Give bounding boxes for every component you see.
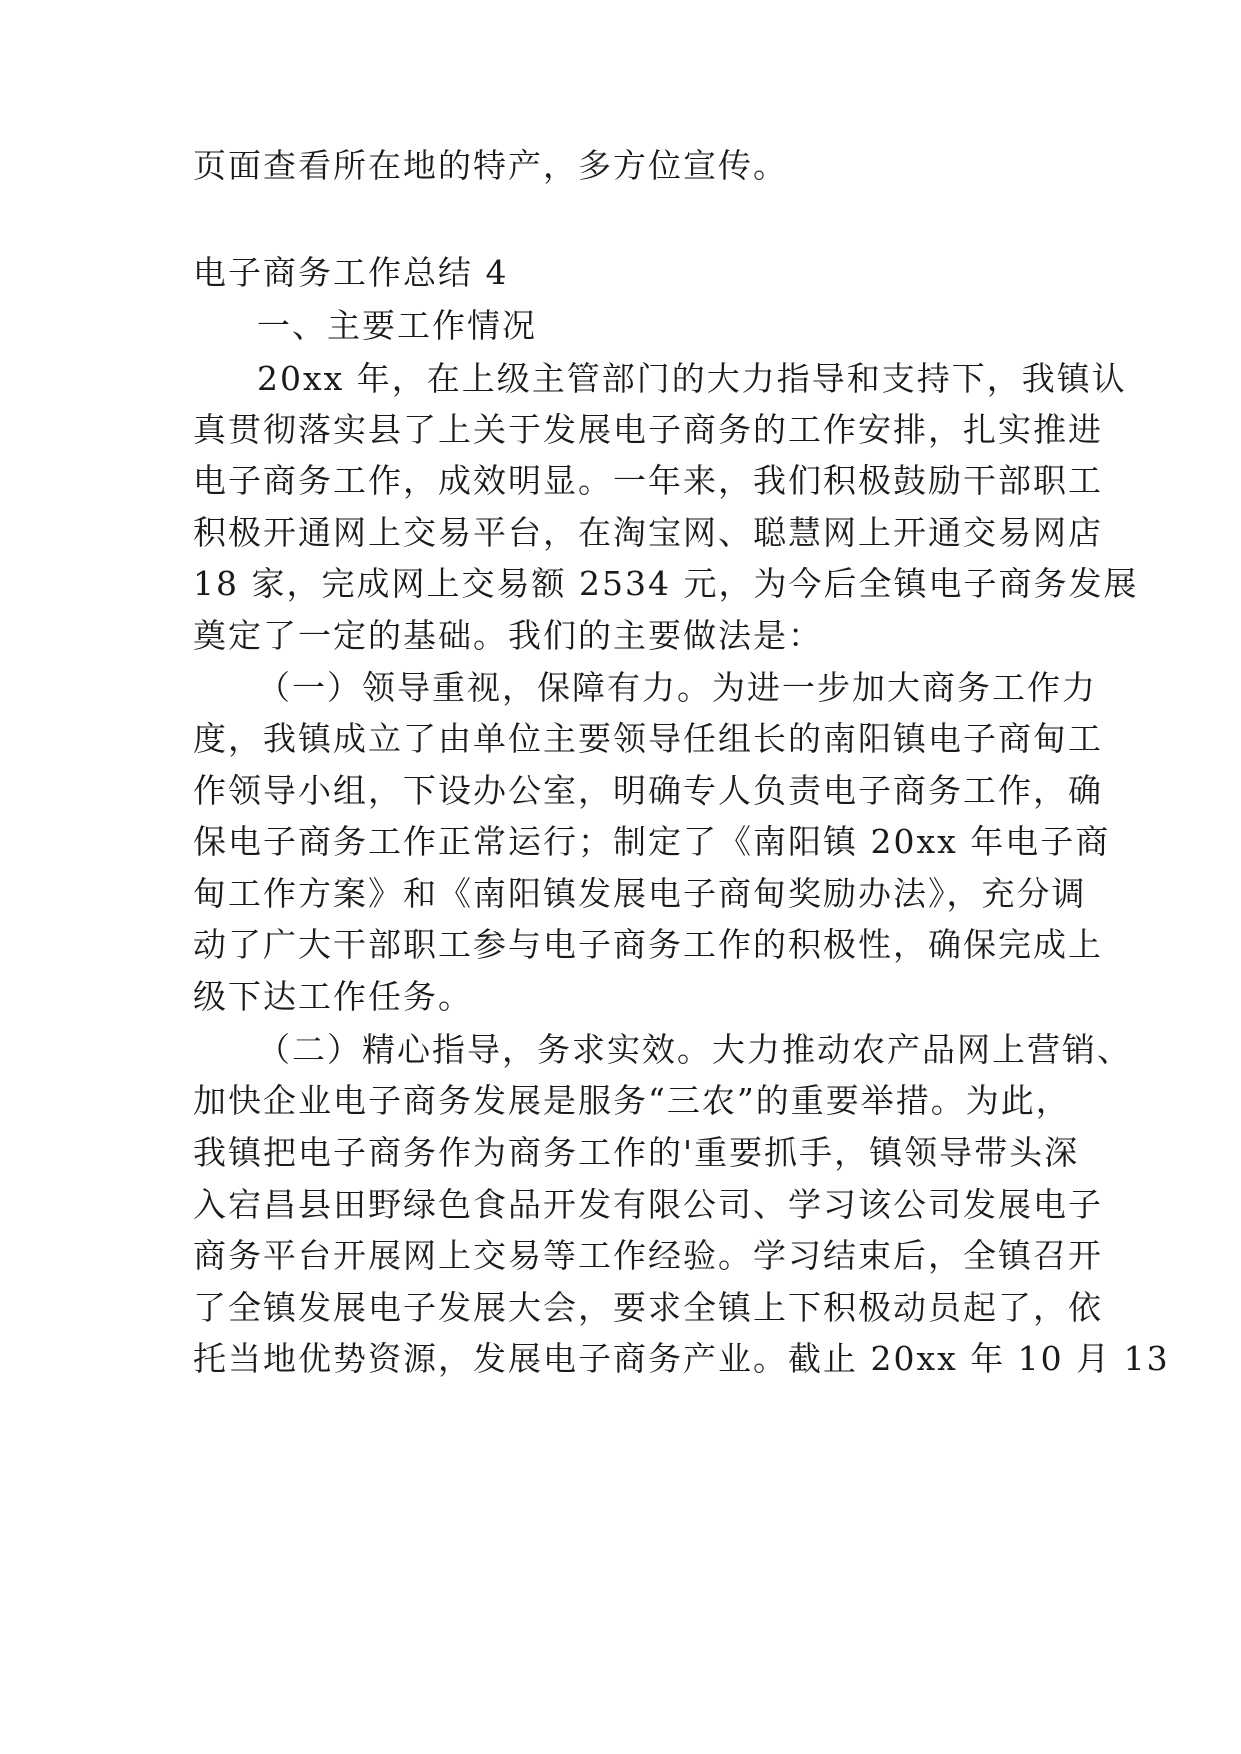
paragraph-line: 电子商务工作，成效明显。一年来，我们积极鼓励干部职工 xyxy=(193,461,1103,500)
paragraph-line: 保电子商务工作正常运行；制定了《南阳镇 20xx 年电子商 xyxy=(193,822,1111,861)
paragraph-line: 20xx 年，在上级主管部门的大力指导和支持下，我镇认 xyxy=(257,359,1127,398)
paragraph-line: 奠定了一定的基础。我们的主要做法是： xyxy=(193,616,823,655)
paragraph-line: 托当地优势资源，发展电子商务产业。截止 20xx 年 10 月 13 xyxy=(193,1339,1170,1378)
paragraph-line: 入宕昌县田野绿色食品开发有限公司、学习该公司发展电子 xyxy=(193,1185,1103,1224)
paragraph-line: 积极开通网上交易平台，在淘宝网、聪慧网上开通交易网店 xyxy=(193,513,1103,552)
paragraph-line: 甸工作方案》和《南阳镇发展电子商甸奖励办法》，充分调 xyxy=(193,874,1087,913)
paragraph-line: 18 家，完成网上交易额 2534 元，为今后全镇电子商务发展 xyxy=(193,564,1139,603)
section-title: 电子商务工作总结 4 xyxy=(193,253,509,292)
paragraph-line: （一）领导重视，保障有力。为进一步加大商务工作力 xyxy=(257,668,1097,707)
paragraph-line: 作领导小组，下设办公室，明确专人负责电子商务工作，确 xyxy=(193,771,1103,810)
paragraph-line: 了全镇发展电子发展大会，要求全镇上下积极动员起了，依 xyxy=(193,1288,1103,1327)
paragraph-line: （二）精心指导，务求实效。大力推动农产品网上营销、 xyxy=(257,1030,1132,1069)
paragraph-line: 页面查看所在地的特产，多方位宣传。 xyxy=(193,146,788,185)
paragraph-line: 动了广大干部职工参与电子商务工作的积极性，确保完成上 xyxy=(193,925,1103,964)
paragraph-line: 加快企业电子商务发展是服务“三农”的重要举措。为此， xyxy=(193,1081,1071,1120)
paragraph-line: 度，我镇成立了由单位主要领导任组长的南阳镇电子商甸工 xyxy=(193,719,1103,758)
paragraph-line: 真贯彻落实县了上关于发展电子商务的工作安排，扎实推进 xyxy=(193,410,1103,449)
paragraph-line: 级下达工作任务。 xyxy=(193,977,473,1016)
paragraph-line: 商务平台开展网上交易等工作经验。学习结束后，全镇召开 xyxy=(193,1236,1103,1275)
paragraph-line: 我镇把电子商务作为商务工作的'重要抓手，镇领导带头深 xyxy=(193,1133,1080,1172)
heading-line: 一、主要工作情况 xyxy=(257,306,537,345)
